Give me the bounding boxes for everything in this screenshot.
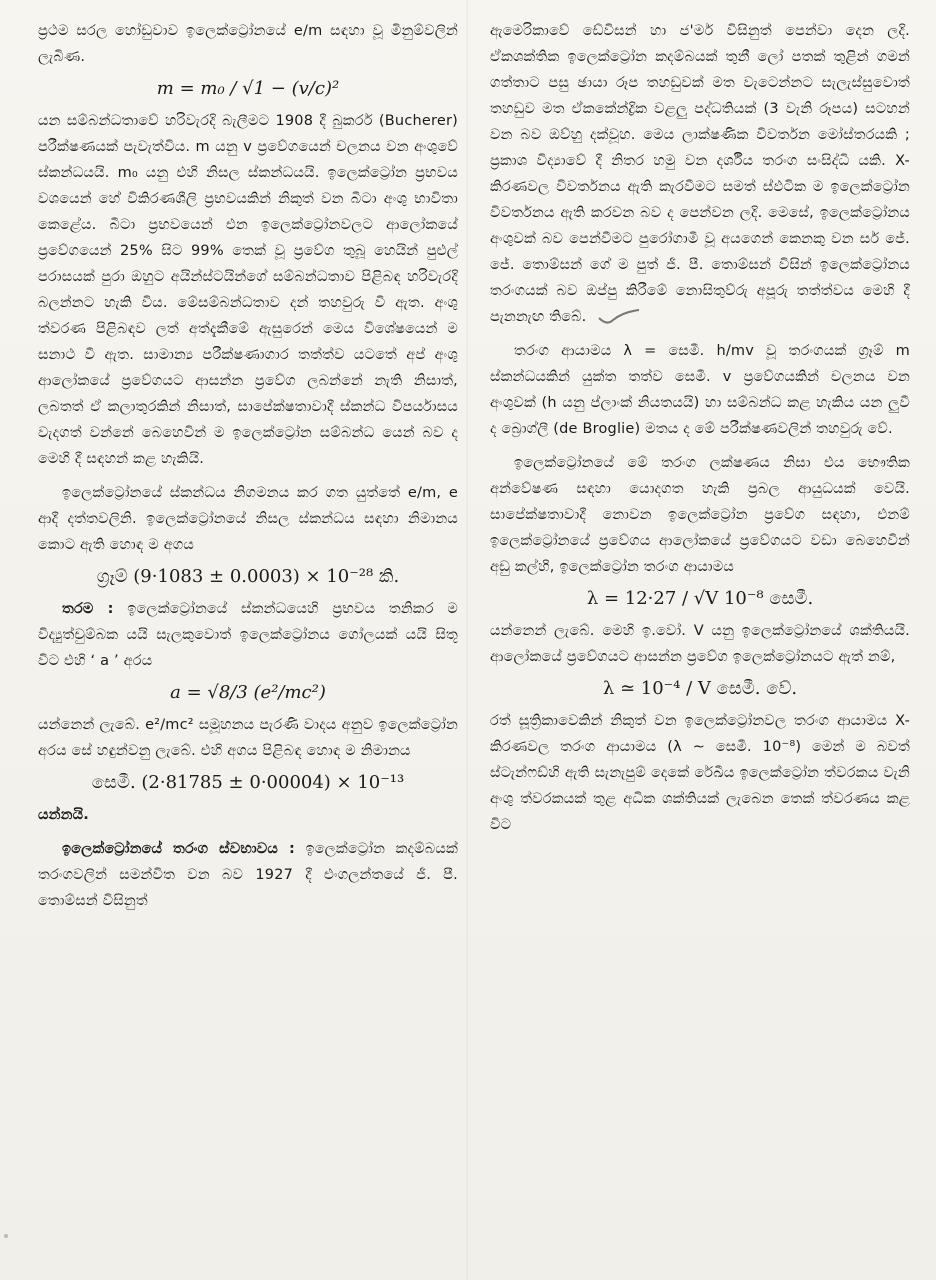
heading-wave-nature: ඉලෙක්ට්‍රෝනයේ තරංග ස්වභාවය :: [62, 841, 295, 857]
left-column: [38, 18, 458, 914]
formula-mass-value: ග්‍රෑම් (9·1083 ± 0.0003) × 10⁻²⁸ කි.: [96, 566, 400, 587]
formula-radius-value: සෙමී. (2·81785 ± 0·00004) × 10⁻¹³: [91, 772, 405, 793]
paragraph-bucherer: යන සම්බන්ධතාවේ හරිවැරදි බැලීමට 1908 දී බුකරර් (Bucherer) පරීක්ෂණයක් පැවැත්විය. m යනු v ප්‍රවේගයෙන් චලනය වන අංශුවේ ස්කන්ධයයි. m₀ යනු එහි නිසල ස්කන්ධයයි. ඉලෙක්ට්‍රෝන ප්‍රභවය වශයෙන් හේ විකිරණශීලි ප්‍රභවයකින් නිකුත් වන බීටා අංශු භාවිතා කෙළේය. බීටා ප්‍රභවයෙන් එන ඉලෙක්ට්‍රෝනවලට ආලෝකයේ ප්‍රවේගයෙන් 25% සිට 99% තෙක් වූ ප්‍රවේග තුබූ හෙයින් පුළුල් පරාසයක් පුරා ඔහුට අයින්ස්ටයින්ගේ සම්බන්ධතාව පිළිබඳ හරිවැරදි බලන්නට හැකි විය. මේසම්බන්ධතාව දන් තහවුරු වී ඇත. අංශු ත්වරණ පිළිබඳව ලත් අත්දැකීමේ ඇසුරෙන් මෙය විශේෂයෙන් ම සනාථ වී ඇත. සාමාන්‍ය පරීක්ෂණාගාර තත්ත්ව යටතේ අප් අංශු ආලෝකයේ ප්‍රවේගයට ආසන්න ප්‍රවේග ලබන්නේ නැති නිසාත්, ලබතත් ඒ කලාතුරකින් නිසාත්, සාපේක්ෂතාවාදී ස්කන්ධ විපර්යාසය වැදගත් වන්නේ බෙහෙවින් ම ඉලෙක්ට්‍රෝන සම්බන්ධ යෙන් බව ද මෙහි දී සඳහන් කළ හැකියි.: [38, 113, 458, 467]
heading-size: තරම :: [62, 601, 114, 617]
paragraph-de-broglie: තරංග ආයාමය λ = සෙමී. h/mv වූ තරංගයක් ග්‍රෑම් m ස්කන්ධයකින් යුක්ත තත්ව සෙමී. v ප්‍රවේගයකින් චලනය වන අංශුවක් (h යනු ප්ලාංක් නියතයයි) හා සම්බන්ධ කළ හැකිය යන ලුවී ද බ්‍රොග්ලී (de Broglie) මතය ද මේ පරීක්ෂණවලින් තහවුරු වේ.: [490, 343, 910, 437]
formula-relativistic-mass: m = m₀ / √1 − (v/c)²: [156, 78, 340, 99]
paragraph-radius: යන්නෙන් ලැබේ. e²/mc² සමූහනය පැරණි වාදය අනුව ඉලෙක්ට්‍රෝන අරය සේ හඳුන්වනු ලැබේ. එහි අගය පිළිබඳ හොඳ ම නිමානය: [38, 717, 458, 759]
formula-lambda-relativistic: λ ≃ 10⁻⁴ / V සෙමී. වේ.: [602, 678, 798, 699]
paragraph-electron-mass: ඉලෙක්ට්‍රෝනයේ ස්කන්ධය නිගමනය කර ගත යුත්තේ e/m, e ආදී දත්තවලිනි. ඉලෙක්ට්‍රෝනයේ නිසල ස්කන්ධය සඳහා නිමානය කොට ඇති හොඳ ම අගය: [38, 485, 458, 553]
paragraph-wave-property: ඉලෙක්ට්‍රෝනයේ මේ තරංග ලක්ෂණය නිසා එය භෞතික අන්වේෂණ සඳහා යොදගත හැකි ප්‍රබල ආයුධයක් වෙයි. සාපේක්ෂතාවාදී නොවන ඉලෙක්ට්‍රෝන ප්‍රවේග සඳහා, එනම් ඉලෙක්ට්‍රෝනයේ ප්‍රවේගය ආලෝකයේ ප්‍රවේගයට වඩා බෙහෙවින් අඩු කල්හි, ඉලෙක්ට්‍රෝන තරංග ආයාමය: [490, 455, 910, 575]
formula-lambda: λ = 12·27 / √V 10⁻⁸ සෙමී.: [586, 588, 814, 609]
paragraph-radius-end: යන්නයි.: [38, 807, 89, 823]
paragraph-size-text: ඉලෙක්ට්‍රෝනයේ ස්කන්ධයෙහි ප්‍රභවය තනිකර ම විද්‍යුත්චුම්බක යයි සැලකුවොත් ඉලෙක්ට්‍රෝනය ගෝලයක් යයි සිතූ විට එහි ‘ a ’ අරය: [38, 601, 458, 669]
paragraph-filament: රත් සූත්‍රිකාවෙකින් නිකුත් වන ඉලෙක්ට්‍රෝනවල තරංග ආයාමය X-කිරණවල තරංග ආයාමය (λ ∼ සෙමී. 10⁻⁸) මෙන් ම බවත් ස්ටැන්ෆඩ්හි ඇති සැනැපුම් දෙකේ රේඛීය ඉලෙක්ට්‍රෝන ත්වරකය වැනි අංශු ත්වරකයක් තුළ අධික ශක්තියක් ලැබෙන තෙක් ත්වරණය කළ විට: [490, 713, 910, 833]
paragraph-size: [38, 596, 458, 674]
checkmark-icon: [597, 306, 641, 328]
paragraph-intro: ප්‍රථම සරල හෝඩුවාව ඉලෙක්ට්‍රෝනයේ e/m සඳහා වූ මිනුම්වලින් ලැබිණ.: [38, 23, 458, 65]
formula-radius: a = √8/3 (e²/mc²): [170, 682, 326, 703]
edge-mark: [4, 1234, 8, 1238]
right-column: [490, 18, 910, 838]
paragraph-energy: යන්නෙන් ලැබේ. මෙහි ඉ.වෝ. V යනු ඉලෙක්ට්‍රෝනයේ ශක්තියයි. ආලෝකයේ ප්‍රවේගයට ආසන්න ප්‍රවේග ඉලෙක්ට්‍රෝනයට ඇත් නම්,: [490, 623, 910, 665]
column-gutter: [466, 0, 468, 1280]
paragraph-wave-nature: [38, 836, 458, 914]
paragraph-davisson: [490, 18, 910, 330]
paragraph-davisson-text: ඇමෙරිකාවේ ඩේවිසන් හා ජ'මර් විසිනුත් පෙන්වා දෙන ලදි. ඒකශක්තික ඉලෙක්ට්‍රෝන කදම්බයක් තුනී ලෝ පතක් තුළින් ගමන් ගත්තාට පසු ඡායා රූප තහඩුවක් මත වැටෙන්නට සැලැස්සුවොත් තහඩුව මත ඒකකේන්ද්‍රික වළලු පද්ධතියක් (3 වැනි රූපය) සටහන් වන බව ඔව්හු දක්වූහ. මෙය ලාක්ෂණික විවර්තන මෝස්තරයකි ; ප්‍රකාශ විද්‍යාවේ දී නිතර හමු වන දර්ශීය තරංග සංසිද්ධි යකි. X-කිරණවල විවර්තනය ඇති කැරවීමට සමත් ස්ඵටික ම ඉලෙක්ට්‍රෝන විවර්තනය ඇති කරවන බව ද පෙන්වන ලදි. මෙසේ, ඉලෙක්ට්‍රෝනය අංශුවක් බව පෙන්වීමට පුරෝගාමී වූ අයගෙන් කෙනකු වන සර් ජේ. ජේ. තොම්සන් ගේ ම පුත් ජී. පී. තොම්සන් විසින් ඉලෙක්ට්‍රෝනය තරංගයක් බව ඔප්පු කිරීමේ නොසිතුව්රු අපූරු තත්ත්වය මෙහි දී පැනනැඟ තිබේ.: [490, 23, 910, 325]
paragraph-wave-nature-text: ඉලෙක්ට්‍රෝන කදම්බයක් තරංගවලින් සමන්විත වන බව 1927 දී එංගලන්තයේ ජී. පී. තොම්සන් විසිනුත්: [38, 841, 458, 909]
